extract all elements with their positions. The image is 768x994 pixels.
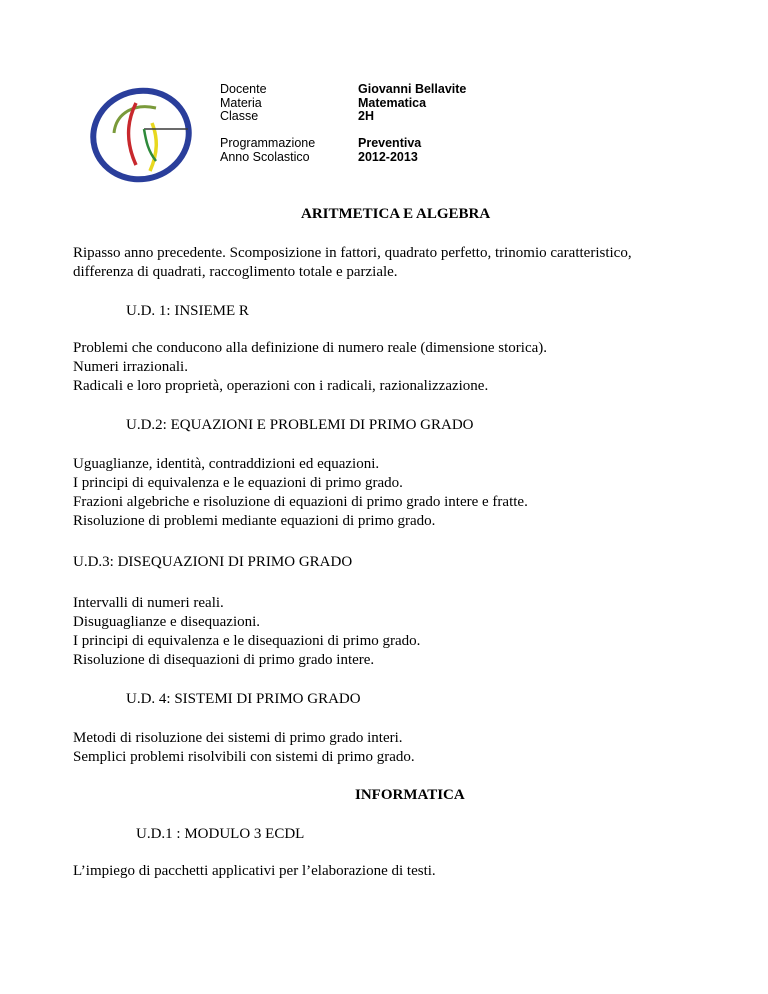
list-item: Numeri irrazionali. xyxy=(73,359,188,375)
header-values-2 xyxy=(358,137,421,164)
header-values-1 xyxy=(358,83,466,124)
ud1-list xyxy=(73,339,547,396)
list-item: Intervalli di numeri reali. xyxy=(73,595,224,611)
review-line-1: Ripasso anno precedente. Scomposizione in fattori, quadrato perfetto, trinomio caratteristico, xyxy=(73,245,632,261)
ud1-title: U.D. 1: INSIEME R xyxy=(126,303,249,319)
section-title-informatica: INFORMATICA xyxy=(355,787,465,803)
value-docente: Giovanni Bellavite xyxy=(358,82,467,96)
header-labels-1 xyxy=(220,83,267,124)
review-paragraph xyxy=(73,244,632,282)
label-docente: Docente xyxy=(220,82,267,96)
inf-ud1-list xyxy=(73,862,436,881)
value-classe: 2H xyxy=(358,109,374,123)
list-item: Frazioni algebriche e risoluzione di equazioni di primo grado intere e fratte. xyxy=(73,494,528,510)
value-anno-scolastico: 2012-2013 xyxy=(358,149,418,164)
list-item: L’impiego di pacchetti applicativi per l’elaborazione di testi. xyxy=(73,863,436,879)
list-item: I principi di equivalenza e le equazioni di primo grado. xyxy=(73,475,403,491)
value-programmazione: Preventiva xyxy=(358,136,422,150)
list-item: Risoluzione di problemi mediante equazioni di primo grado. xyxy=(73,513,436,529)
label-anno-scolastico: Anno Scolastico xyxy=(220,149,310,164)
list-item: Problemi che conducono alla definizione di numero reale (dimensione storica). xyxy=(73,340,548,356)
ud2-title: U.D.2: EQUAZIONI E PROBLEMI DI PRIMO GRADO xyxy=(126,417,474,433)
list-item: Metodi di risoluzione dei sistemi di primo grado interi. xyxy=(73,730,403,746)
label-programmazione: Programmazione xyxy=(220,136,316,150)
header-labels-2 xyxy=(220,137,315,164)
ud3-list xyxy=(73,594,420,670)
ud4-list xyxy=(73,729,415,767)
list-item: Radicali e loro proprietà, operazioni con i radicali, razionalizzazione. xyxy=(73,378,489,394)
inf-ud1-title: U.D.1 : MODULO 3 ECDL xyxy=(136,826,305,842)
list-item: Risoluzione di disequazioni di primo grado intere. xyxy=(73,652,375,668)
section-title-algebra: ARITMETICA E ALGEBRA xyxy=(301,206,491,222)
label-classe: Classe xyxy=(220,109,259,123)
label-materia: Materia xyxy=(220,95,262,110)
list-item: I principi di equivalenza e le disequazioni di primo grado. xyxy=(73,633,421,649)
ud4-title: U.D. 4: SISTEMI DI PRIMO GRADO xyxy=(126,691,361,707)
list-item: Semplici problemi risolvibili con sistemi di primo grado. xyxy=(73,749,415,765)
list-item: Uguaglianze, identità, contraddizioni ed equazioni. xyxy=(73,456,380,472)
ud3-title: U.D.3: DISEQUAZIONI DI PRIMO GRADO xyxy=(73,554,353,570)
school-logo xyxy=(86,73,204,191)
ud2-list xyxy=(73,455,528,531)
value-materia: Matematica xyxy=(358,95,427,110)
review-line-2: differenza di quadrati, raccoglimento totale e parziale. xyxy=(73,264,398,280)
list-item: Disuguaglianze e disequazioni. xyxy=(73,614,261,630)
